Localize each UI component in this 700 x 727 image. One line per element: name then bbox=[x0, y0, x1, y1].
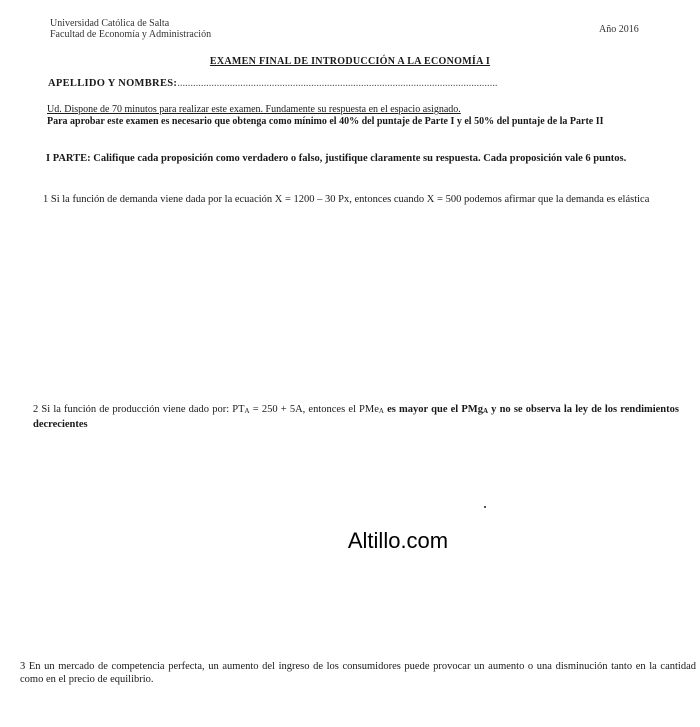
exam-year: Año 2016 bbox=[599, 24, 639, 35]
exam-title: EXAMEN FINAL DE INTRODUCCIÓN A LA ECONOMÍA I bbox=[209, 56, 491, 67]
q2-subscript-pt: A bbox=[244, 407, 250, 415]
q2-text-b: = 250 + 5A, entonces el PMe bbox=[249, 404, 379, 415]
q2-subscript-pme: A bbox=[378, 407, 384, 415]
faculty-name: Facultad de Economía y Administración bbox=[50, 29, 212, 40]
scan-speck bbox=[484, 506, 486, 508]
q2-pmg: PMg bbox=[461, 404, 483, 415]
q2-text-d: y no se observa la ley de los rendimientos decrecientes bbox=[33, 404, 679, 430]
q2-subscript-pmg: A bbox=[482, 407, 489, 415]
name-label: APELLIDO Y NOMBRES: bbox=[48, 78, 178, 89]
approval-instruction: Para aprobar este examen es necesario que obtenga como mínimo el 40% del puntaje de Parte I y el 50% del puntaje de la Parte II bbox=[47, 116, 604, 127]
part-one-heading: I PARTE: Califique cada proposición como verdadero o falso, justifique claramente su respuesta. Cada proposición vale 6 puntos. bbox=[46, 153, 627, 164]
name-blank: .......................................................................................................................... bbox=[177, 78, 498, 89]
watermark: Altillo.com bbox=[347, 528, 449, 553]
q2-text-c: es mayor que el bbox=[383, 404, 462, 415]
q2-text-a: 2 Si la función de producción viene dado por: PT bbox=[33, 404, 245, 415]
question-1: 1 Si la función de demanda viene dada por la ecuación X = 1200 – 30 Px, entonces cuando X = 500 podemos afirmar que la demanda es elástica bbox=[43, 194, 650, 205]
time-instruction: Ud. Dispone de 70 minutos para realizar este examen. Fundamente su respuesta en el espacio asignado. bbox=[47, 104, 461, 115]
student-name-line bbox=[48, 78, 497, 89]
institution-header bbox=[50, 18, 211, 40]
question-3: 3 En un mercado de competencia perfecta, un aumento del ingreso de los consumidores puede provocar un aumento o una disminución tanto en la cantidad como en el precio de equilibrio. bbox=[20, 661, 696, 685]
university-name: Universidad Católica de Salta bbox=[50, 18, 170, 29]
question-2 bbox=[33, 403, 679, 431]
